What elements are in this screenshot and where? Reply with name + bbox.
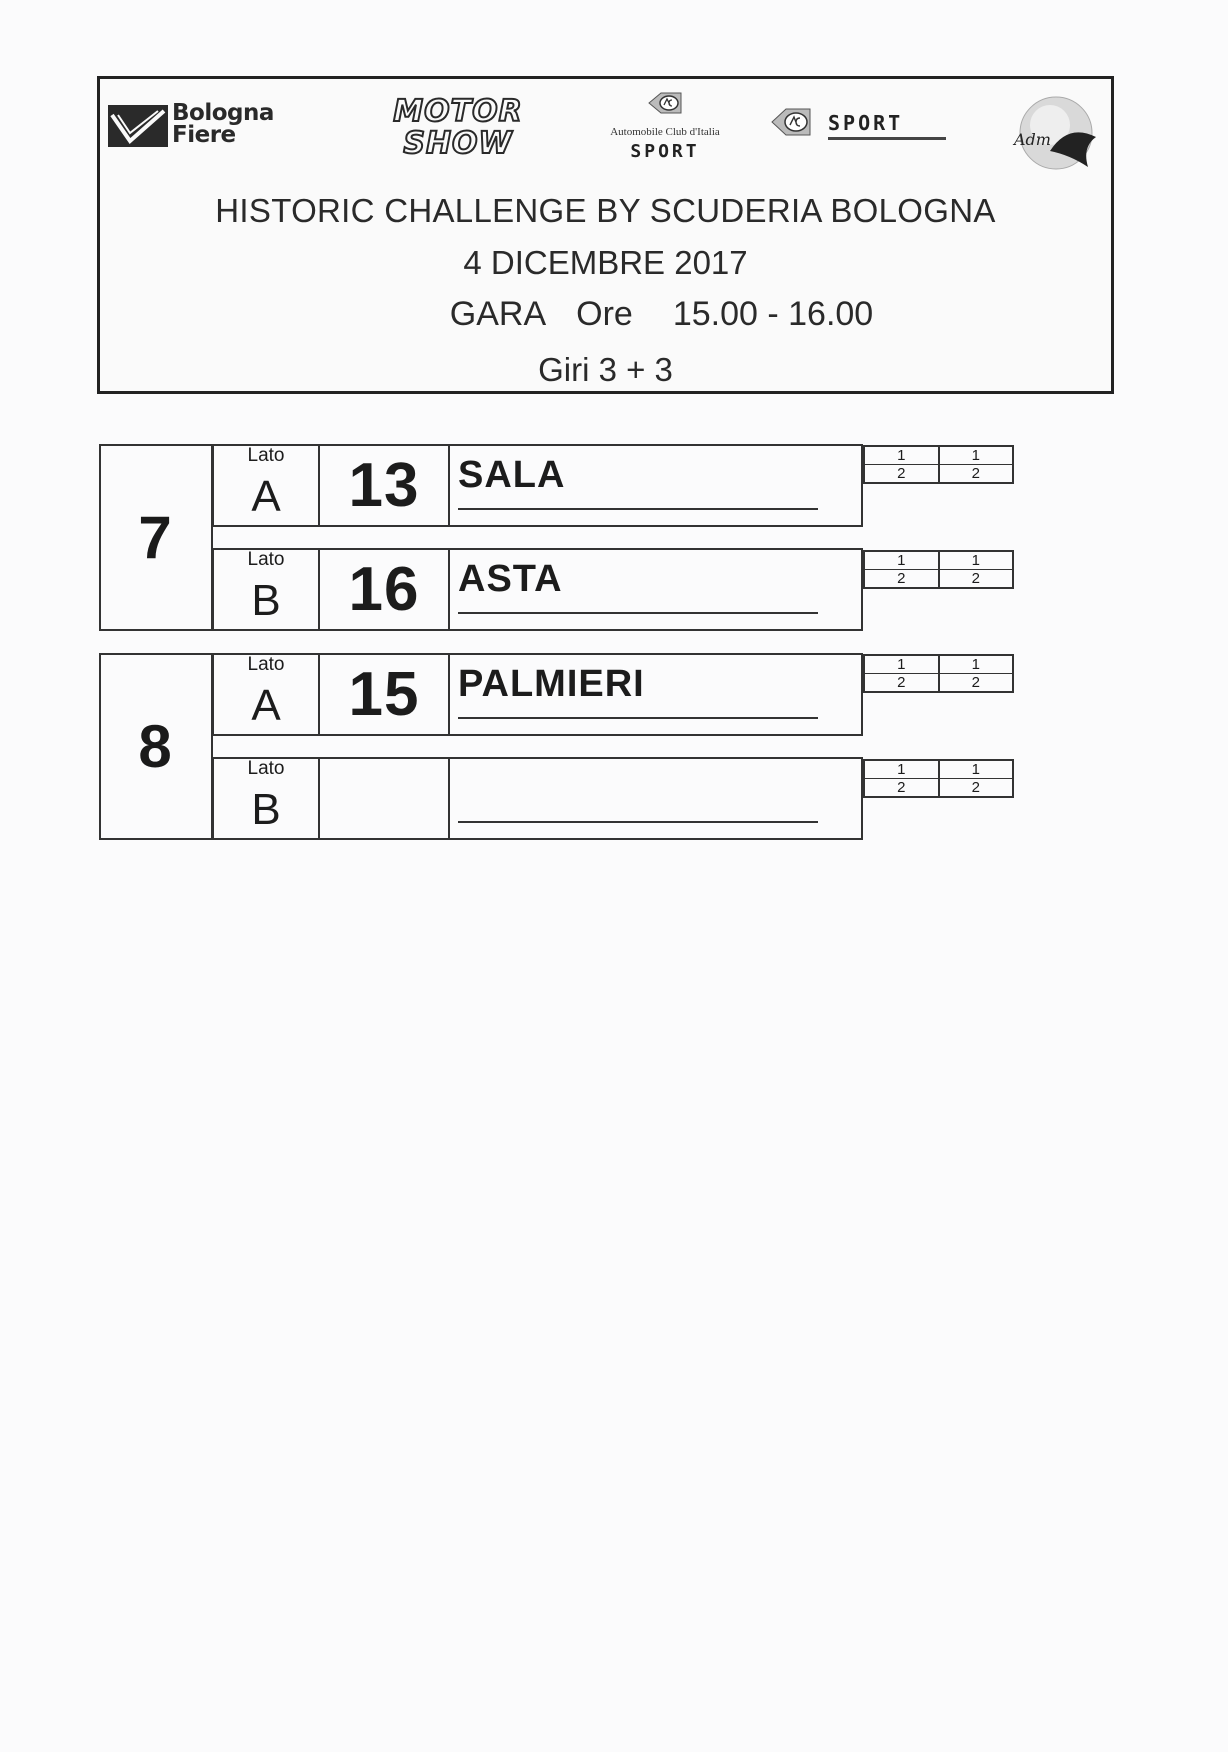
car-number: 13 (320, 446, 450, 525)
adm-logo (1010, 93, 1102, 177)
driver-signature-line (458, 508, 818, 510)
lato-cell (214, 446, 320, 525)
heat-block (99, 444, 863, 631)
car-number: 16 (320, 550, 450, 629)
lap-grid (863, 654, 1014, 698)
lap-cell: 1 (939, 760, 1014, 779)
motorshow-line1: MOTOR (393, 94, 523, 129)
lap-cell: 2 (864, 465, 939, 484)
lato-label: Lato (247, 445, 285, 466)
session-hours: 15.00 - 16.00 (672, 295, 874, 333)
aci-sport-underline (828, 137, 946, 140)
lato-letter: B (251, 576, 281, 625)
driver-name: ASTA (458, 558, 563, 600)
event-header (97, 76, 1114, 394)
lap-cell: 1 (864, 760, 939, 779)
aci-sport-logo (590, 91, 740, 171)
lap-cell: 1 (939, 551, 1014, 570)
bolognafiere-logo (108, 100, 338, 148)
car-number (320, 759, 450, 838)
lane-row (212, 444, 863, 527)
lato-label: Lato (247, 758, 285, 779)
motorshow-line2: SHOW (403, 126, 513, 161)
driver-signature-line (458, 612, 818, 614)
lap-cell: 1 (864, 551, 939, 570)
lato-letter: B (251, 785, 281, 834)
lap-cell: 2 (939, 779, 1014, 798)
event-date: 4 DICEMBRE 2017 (463, 244, 748, 281)
lap-cell: 2 (939, 570, 1014, 589)
driver-cell (450, 759, 861, 838)
aci-emblem-icon (647, 91, 683, 115)
event-title: HISTORIC CHALLENGE BY SCUDERIA BOLOGNA (215, 192, 996, 229)
lap-grid (863, 759, 1014, 803)
lap-count: Giri 3 + 3 (538, 351, 673, 388)
lap-grid (863, 445, 1014, 489)
heat-number: 8 (99, 653, 213, 840)
lato-letter: A (251, 472, 281, 521)
sponsor-logos (100, 79, 1111, 179)
driver-name: SALA (458, 454, 566, 496)
lane-row (212, 548, 863, 631)
aci-club-text: Automobile Club d'Italia (610, 126, 720, 138)
lato-label: Lato (247, 654, 285, 675)
lap-cell: 2 (939, 465, 1014, 484)
driver-cell (450, 446, 861, 525)
lap-cell: 2 (864, 779, 939, 798)
lane-row (212, 757, 863, 840)
lap-cell: 2 (864, 674, 939, 693)
session-name: GARA (449, 295, 547, 333)
adm-logo-text: Adm (1014, 130, 1051, 149)
heat-number: 7 (99, 444, 213, 631)
session-time (100, 295, 1111, 334)
lap-cell: 2 (864, 570, 939, 589)
lap-cell: 2 (939, 674, 1014, 693)
lato-cell (214, 550, 320, 629)
lap-grid (863, 550, 1014, 594)
lap-cell: 1 (939, 655, 1014, 674)
lato-label: Lato (247, 549, 285, 570)
motorshow-logo (368, 94, 548, 163)
aci-sport-text: SPORT (630, 141, 700, 162)
lane-row (212, 653, 863, 736)
aci-sport-logo-2 (770, 107, 970, 147)
bolognafiere-line2: Fiere (172, 122, 236, 148)
lato-cell (214, 759, 320, 838)
driver-signature-line (458, 821, 818, 823)
driver-name: PALMIERI (458, 663, 645, 705)
lap-cell: 1 (864, 655, 939, 674)
bolognafiere-line1: Bologna (172, 100, 274, 126)
bolognafiere-mark-icon (108, 105, 168, 147)
aci-emblem-icon (770, 107, 812, 137)
aci-sport-text-2: SPORT (828, 111, 904, 135)
hours-label: Ore (576, 295, 633, 333)
driver-cell (450, 550, 861, 629)
lap-cell: 1 (864, 446, 939, 465)
lap-cell: 1 (939, 446, 1014, 465)
driver-cell (450, 655, 861, 734)
lato-letter: A (251, 681, 281, 730)
car-number: 15 (320, 655, 450, 734)
driver-signature-line (458, 717, 818, 719)
lato-cell (214, 655, 320, 734)
heat-block (99, 653, 863, 840)
